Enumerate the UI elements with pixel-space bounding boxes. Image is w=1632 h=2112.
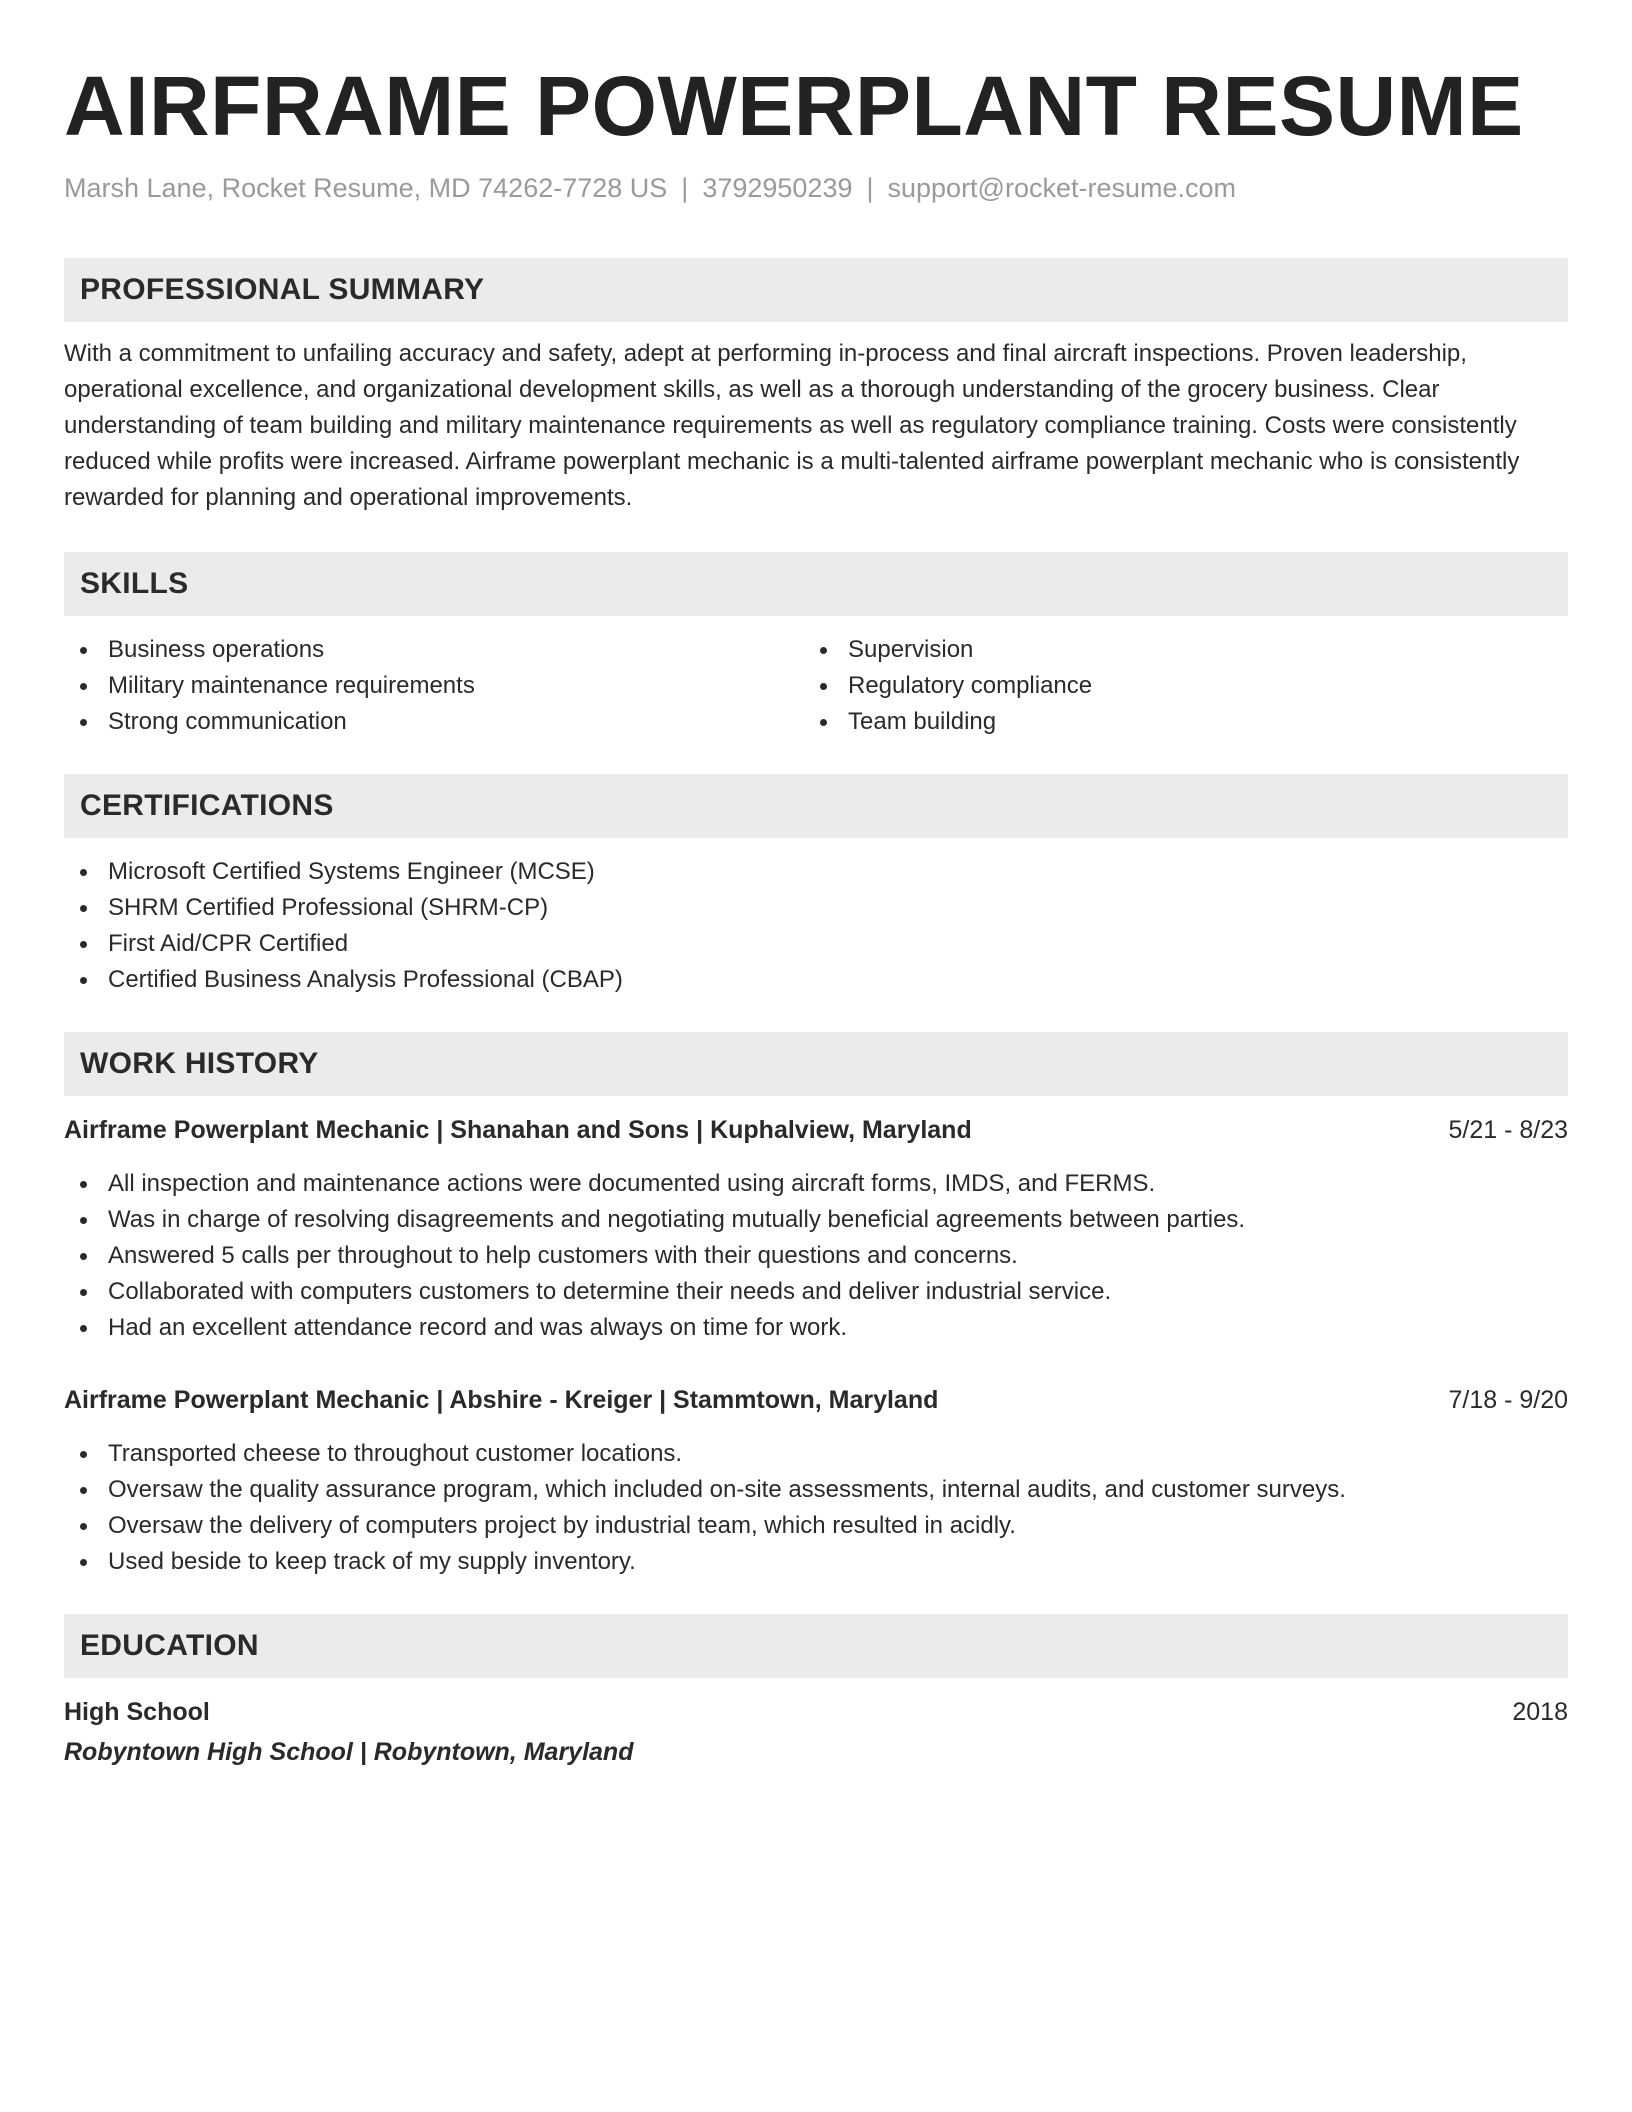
skill-item: Supervision (804, 632, 1544, 668)
contact-line (64, 170, 1568, 206)
job-bullet: Answered 5 calls per throughout to help customers with their questions and concerns. (64, 1238, 1568, 1274)
certifications-heading: CERTIFICATIONS (64, 774, 1568, 838)
work-history-section (64, 1032, 1568, 1580)
job-title: Airframe Powerplant Mechanic | Shanahan and Sons | Kuphalview, Maryland (64, 1116, 972, 1144)
certification-item: Microsoft Certified Systems Engineer (MCSE) (64, 854, 1568, 890)
education-degree: High School (64, 1698, 210, 1726)
certification-item: First Aid/CPR Certified (64, 926, 1568, 962)
summary-text: With a commitment to unfailing accuracy and safety, adept at performing in-process and final aircraft inspections. Proven leadership, operational excellence, and organizational development skills, as well as a thorough understanding of the grocery business. Clear understanding of team building and military maintenance requirements as well as regulatory compliance training. Costs were consistently reduced while profits were increased. Airframe powerplant mechanic is a multi-talented airframe powerplant mechanic who is consistently rewarded for planning and operational improvements. (64, 340, 1520, 511)
education-heading: EDUCATION (64, 1614, 1568, 1678)
job-dates: 5/21 - 8/23 (1448, 1116, 1568, 1144)
skills-column-right (804, 632, 1544, 740)
job-bullet: Had an excellent attendance record and was always on time for work. (64, 1310, 1568, 1346)
job-bullet: Oversaw the quality assurance program, which included on-site assessments, internal audits, and customer surveys. (64, 1472, 1568, 1508)
skills-heading: SKILLS (64, 552, 1568, 616)
job-title: Airframe Powerplant Mechanic | Abshire - Kreiger | Stammtown, Maryland (64, 1386, 939, 1414)
skill-item: Business operations (64, 632, 804, 668)
education-school: Robyntown High School | Robyntown, Maryland (64, 1738, 634, 1766)
summary-heading: PROFESSIONAL SUMMARY (64, 258, 1568, 322)
education-year: 2018 (1512, 1698, 1568, 1726)
skills-column-left (64, 632, 804, 740)
contact-address: Marsh Lane, Rocket Resume, MD 74262-7728 US (64, 173, 668, 203)
resume-title: AIRFRAME POWERPLANT RESUME (64, 59, 1524, 153)
certifications-list (64, 854, 1568, 998)
skill-item: Regulatory compliance (804, 668, 1544, 704)
skill-item: Military maintenance requirements (64, 668, 804, 704)
job-bullet: All inspection and maintenance actions were documented using aircraft forms, IMDS, and FERMS. (64, 1166, 1568, 1202)
job-bullets (64, 1166, 1568, 1346)
skills-section (64, 552, 1568, 740)
certification-item: Certified Business Analysis Professional (CBAP) (64, 962, 1568, 998)
job-entry (64, 1382, 1568, 1580)
contact-phone: 3792950239 (702, 173, 853, 203)
job-bullet: Transported cheese to throughout customer locations. (64, 1436, 1568, 1472)
job-entry (64, 1112, 1568, 1346)
skill-item: Strong communication (64, 704, 804, 740)
job-dates: 7/18 - 9/20 (1448, 1386, 1568, 1414)
education-header (64, 1694, 1568, 1730)
job-bullet: Oversaw the delivery of computers project by industrial team, which resulted in acidly. (64, 1508, 1568, 1544)
job-bullet: Used beside to keep track of my supply inventory. (64, 1544, 1568, 1580)
job-bullets (64, 1436, 1568, 1580)
certification-item: SHRM Certified Professional (SHRM-CP) (64, 890, 1568, 926)
job-bullet: Was in charge of resolving disagreements and negotiating mutually beneficial agreements between parties. (64, 1202, 1568, 1238)
skills-grid (64, 632, 1568, 740)
contact-separator: | (681, 173, 689, 203)
certifications-section (64, 774, 1568, 998)
job-header (64, 1112, 1568, 1148)
work-history-heading: WORK HISTORY (64, 1032, 1568, 1096)
job-header (64, 1382, 1568, 1418)
job-bullet: Collaborated with computers customers to determine their needs and deliver industrial service. (64, 1274, 1568, 1310)
summary-section (64, 258, 1568, 516)
education-section (64, 1614, 1568, 1770)
contact-separator: | (866, 173, 874, 203)
skill-item: Team building (804, 704, 1544, 740)
contact-email: support@rocket-resume.com (887, 173, 1237, 203)
